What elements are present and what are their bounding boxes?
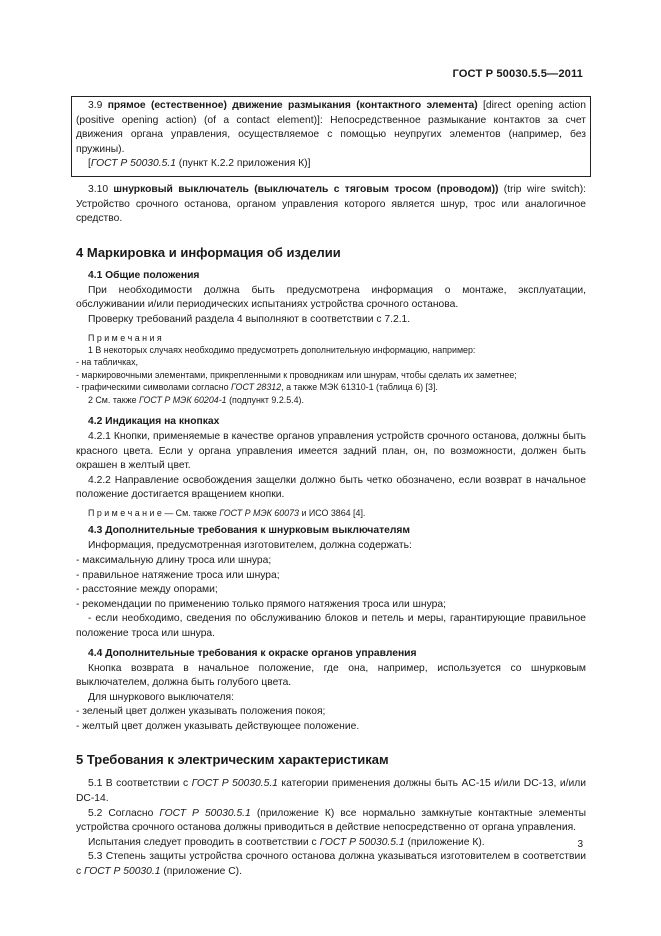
paragraph: 4.2.2 Направление освобождения защелки должно быть четко обозначено, если возврат в начальное положение достигается вращением кнопки. — [76, 474, 586, 501]
standard-reference: ГОСТ Р 50030.5.1 — [159, 807, 251, 819]
notes-label: П р и м е ч а н и я — [88, 332, 162, 343]
note-item: - графическими символами согласно ГОСТ 28312, а также МЭК 61310-1 (таблица 6) [3]. — [76, 382, 438, 393]
paragraph: Испытания следует проводить в соответствии с ГОСТ Р 50030.5.1 (приложение К). — [88, 836, 485, 848]
list-item: - расстояние между опорами; — [76, 584, 218, 596]
definition-text: (trip wire switch): Устройство срочного останова, органом управления которого является шнур, трос или аналогичное средство. — [76, 183, 586, 225]
paragraph-5-2: 5.2 Согласно ГОСТ Р 50030.5.1 (приложение К) все нормально замкнутые контактные элементы устройства срочного останова должны приводиться в действие непосредственно от органа управления. — [76, 807, 586, 834]
standard-reference: ГОСТ 28312 — [231, 382, 282, 393]
note-1: 1 В некоторых случаях необходимо предусмотреть дополнительную информацию, например: — [88, 344, 476, 355]
list-item: - желтый цвет должен указывать действующее положение. — [76, 720, 360, 732]
standard-reference: ГОСТ Р МЭК 60073 — [219, 507, 299, 518]
list-item: - рекомендации по применению только прямого натяжения троса или шнура; — [76, 598, 446, 610]
definition-term: прямое (естественное) движение размыкания (контактного элемента) — [107, 100, 478, 111]
list-item: - зеленый цвет должен указывать положения покоя; — [76, 706, 326, 718]
page-number: 3 — [577, 839, 583, 850]
standard-reference: ГОСТ Р 50030.5.1 — [90, 158, 176, 170]
paragraph: Информация, предусмотренная изготовителем, должна содержать: — [88, 540, 412, 552]
subsection-title-4-2: 4.2 Индикация на кнопках — [88, 415, 220, 427]
paragraph: Для шнуркового выключателя: — [88, 691, 234, 703]
document-body — [76, 96, 586, 880]
subsection-title-4-4: 4.4 Дополнительные требования к окраске органов управления — [88, 647, 417, 659]
definition-text: [direct opening action (positive opening action) (of a contact element)]: Непосредственное размыкание контактов за счет движения органа управления, осуществляемое с помощью неупругих элементов (например, без пружины). — [76, 100, 586, 155]
subsection-title-4-3: 4.3 Дополнительные требования к шнурковым выключателям — [88, 525, 411, 537]
note-item: - маркировочными элементами, прикрепленными к проводникам или шнурам, чтобы сделать их заметнее; — [76, 369, 517, 380]
section-title-5: 5 Требования к электрическим характеристикам — [76, 752, 389, 768]
note: П р и м е ч а н и е — См. также ГОСТ Р МЭК 60073 и ИСО 3864 [4]. — [88, 507, 366, 518]
list-item: - если необходимо, сведения по обслуживанию блоков и петель и меры, гарантирующие правильное положение троса или шнура. — [76, 613, 586, 639]
clause-number: 3.9 — [88, 100, 103, 111]
definition-3-9 — [76, 99, 586, 157]
subsection-title-4-1: 4.1 Общие положения — [88, 269, 200, 281]
standard-reference: ГОСТ Р 50030.5.1 — [191, 778, 278, 790]
definition-3-10 — [76, 183, 586, 227]
paragraph-5-3: 5.3 Степень защиты устройства срочного останова должна указываться изготовителем в соответствии с ГОСТ Р 50030.1 (приложение С). — [76, 851, 586, 878]
definition-term: шнурковый выключатель (выключатель с тяговым тросом (проводом)) — [113, 183, 499, 195]
definition-reference: [ГОСТ Р 50030.5.1 (пункт К.2.2 приложения К)] — [88, 158, 311, 170]
note-item: - на табличках, — [76, 357, 138, 368]
standard-reference: ГОСТ Р МЭК 60204-1 — [138, 394, 227, 405]
paragraph: При необходимости должна быть предусмотрена информация о монтаже, эксплуатации, обслуживании и/или периодических испытаниях устройства срочного останова. — [76, 284, 586, 311]
paragraph: Кнопка возврата в начальное положение, где она, например, используется со шнурковым выключателем, должна быть голубого цвета. — [76, 662, 586, 689]
definition-box-3-9 — [71, 96, 591, 177]
note-2: 2 См. также ГОСТ Р МЭК 60204-1 (подпункт 9.2.5.4). — [88, 394, 304, 405]
section-title-4: 4 Маркировка и информация об изделии — [76, 244, 341, 260]
paragraph: 4.2.1 Кнопки, применяемые в качестве органов управления устройств срочного останова, должны быть красного цвета. Если у органа управления имеется задний план, он, по возможности, должен быть окрашен в желтый цвет. — [76, 430, 586, 472]
paragraph-5-1: 5.1 В соответствии с ГОСТ Р 50030.5.1 категории применения должны быть AC-15 и/или DC-13, и/или DC-14. — [76, 778, 586, 805]
standard-reference: ГОСТ Р 50030.1 — [84, 866, 161, 878]
paragraph: Проверку требований раздела 4 выполняют в соответствии с 7.2.1. — [88, 313, 411, 325]
standard-reference: ГОСТ Р 50030.5.1 — [319, 836, 405, 848]
list-item: - максимальную длину троса или шнура; — [76, 554, 272, 566]
clause-number: 3.10 — [88, 183, 109, 195]
list-item: - правильное натяжение троса или шнура; — [76, 569, 280, 581]
document-header-id: ГОСТ Р 50030.5.5—2011 — [452, 68, 583, 80]
